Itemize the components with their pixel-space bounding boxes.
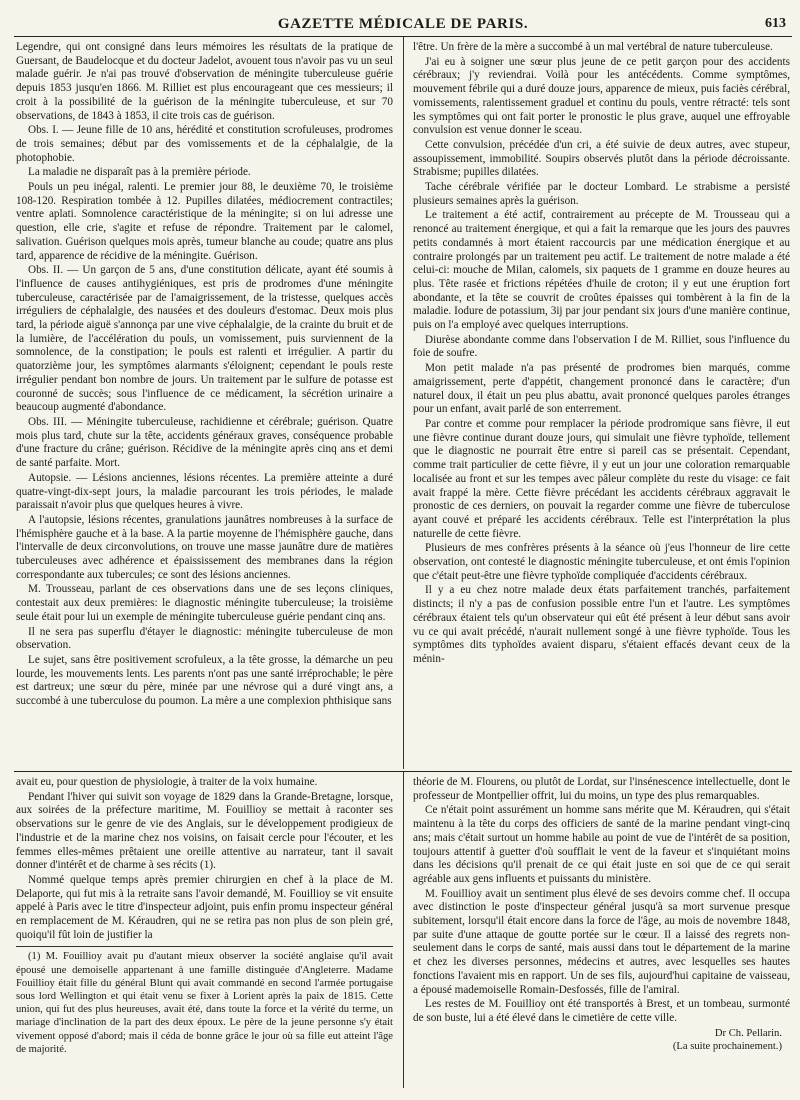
top-left-column xyxy=(14,37,403,769)
top-article-columns xyxy=(14,37,792,769)
paragraph: M. Trousseau, parlant de ces observations dans une de ses leçons cliniques, contestait aux deux premières: le diagnostic méningite tuberculeuse; la troisième seule était pour lui un exemple de méningite tuberculeuse guérie pendant cinq ans. xyxy=(16,583,393,623)
paragraph: Il ne sera pas superflu d'étayer le diagnostic: méningite tuberculeuse de mon observation. xyxy=(16,625,393,652)
paragraph: Pendant l'hiver qui suivit son voyage de 1829 dans la Grande-Bretagne, lorsque, aux soirées de la préfecture maritime, M. Fouillioy se mettait à raconter ses observations sur le genre de vie des Anglais, sur le développement prodigieux de l'industrie et de la marine chez nos voisins, on faisait cercle pour l'écouter, et les femmes elles-mêmes prêtaient une oreille attentive au narrateur, tant il savait donner d'intérêt et de charme à ses récits (1). xyxy=(16,790,393,872)
paragraph: Cette convulsion, précédée d'un cri, a été suivie de deux autres, avec stupeur, assoupissement, immobilité. Soupirs observés plutôt dans la période décroissante. Strabisme; pupilles dilatées. xyxy=(413,138,790,179)
continued-note: (La suite prochainement.) xyxy=(672,1040,782,1052)
footnote: (1) M. Fouillioy avait pu d'autant mieux observer la société anglaise qu'il avait épousé une demoiselle appartenant à une famille distinguée d'Angleterre. Madame Fouillioy était fille du général Blunt qui avait commandé en second l'armée portugaise sous lord Wellington et qui était venu se fixer à Lorient après la paix de 1815. Cette union, qui fut des plus heureuses, avait été, dans toute la force et la vérité du terme, un mariage d'inclination de la part des deux époux. Le père de la jeune personne s'y était vivement opposé d'abord; mais il céda de bonne grâce le jour où sa fille eut atteint l'âge de majorité. xyxy=(16,951,393,1055)
footnote-rule xyxy=(16,946,393,947)
paragraph: Mon petit malade n'a pas présenté de prodromes bien marqués, comme amaigrissement, perte d'appétit, changement prononcé dans le caractère; d'un naturel doux, il était un peu plus abattu, avait prononcé quelques paroles étranges pour un enfant, avait parlé de son enterrement. xyxy=(413,362,790,416)
bottom-article-columns xyxy=(14,772,792,1088)
bottom-right-column xyxy=(403,772,792,1088)
paragraph: Le traitement a été actif, contrairement au précepte de M. Trousseau qui a renoncé au traitement énergique, et qui a fait la remarque que les jours des pauvres petits condamnés à mort étaient raccourcis par une médication énergique et au contraire prolongés par un traitement peu actif. Le traitement de notre malade a été celui-ci: mouche de Milan, calomels, six paquets de 1 gramme en douze heures au plus. Tête rasée et frictions répétées d'huile de croton; il y eut une éruption fort abondante, et la tête se couvrit de croûtes épaisses qui tombèrent à la fin de la maladie. Iodure de potassium, 3ij par jour pendant six jours d'une manière continue, puis on l'a employé avec quelques interruptions. xyxy=(413,209,790,332)
paragraph: Il y a eu chez notre malade deux états parfaitement tranchés, parfaitement distincts; il n'y a pas de confusion possible entre l'un et l'autre. Les symptômes cérébraux étaient tels qu'un observateur qui eût été présent à leur début sans avoir vu ce qui avait précédé, n'aurait nullement songé à une fièvre typhoïde. Tous les symptômes dits typhoïdes avaient disparu, s'étaient effacés devant ceux de la ménin- xyxy=(413,584,790,665)
paragraph: théorie de M. Flourens, ou plutôt de Lordat, sur l'insénescence intellectuelle, dont le professeur de Montpellier offrit, lui du moins, un type des plus remarquables. xyxy=(413,776,790,802)
paragraph: Pouls un peu inégal, ralenti. Le premier jour 88, le deuxième 70, le troisième 108-120. Respiration tombée à 12. Pupilles dilatées, médiocrement contractiles; ventre aplati. Somnolence caractéristique de la méningite; si on lui adresse une question, elle crie, s'agite et refuse de répondre. Traitement par le calomel, salivation. Guérison quelques mois après, tumeur blanche au coude; quatre ans plus tard, apparence de récidive de la méningite. Guérison. xyxy=(16,181,393,262)
paragraph: l'être. Un frère de la mère a succombé à un mal vertébral de nature tuberculeuse. xyxy=(413,41,773,53)
paragraph: Nommé quelque temps après premier chirurgien en chef à la place de M. Delaporte, qui fut mis à la retraite sans l'avoir demandé, M. Fouillioy se vit ensuite appelé à Paris avec le titre d'inspecteur adjoint, puis enfin promu inspecteur général en remplacement de M. Kéraudren, qui ne se retira pas non plus de son plein gré, quoiqu'il fût loin de justifier la xyxy=(16,873,393,941)
page-number: 613 xyxy=(765,16,786,31)
paragraph: Le sujet, sans être positivement scrofuleux, a la tête grosse, la démarche un peu lourde, les mouvements lents. Les parents n'ont pas une santé irréprochable; le père est dartreux; une sœur du père, minée par une névrose qui a duré vingt ans, a succombé à une tuberculose du poumon. La mère a une complexion phthisique sans xyxy=(16,653,393,708)
column-divider xyxy=(403,772,404,1088)
paragraph: J'ai eu à soigner une sœur plus jeune de ce petit garçon pour des accidents cérébraux; j'y reviendrai. Voilà pour les antécédents. Comme symptômes, mouvement fébrile qui a duré douze jours, apparence de mieux, puis faciès cérébral, vomissements, ralentissement graduel et continu du pouls, ventre rétracté: tels sont les symptômes qui ont fait porter le pronostic le plus grave, auquel une effroyable convulsion est venue donner le sceau. xyxy=(413,55,790,137)
paragraph: Plusieurs de mes confrères présents à la séance où j'eus l'honneur de lire cette observation, ont contesté le diagnostic méningite tuberculeuse, et ont émis l'opinion que c'était peut-être une fièvre typhoïde compliquée d'accidents cérébraux. xyxy=(413,542,790,582)
paragraph: La maladie ne disparaît pas à la première période. xyxy=(28,166,251,179)
page-header xyxy=(14,10,792,37)
paragraph: M. Fouillioy avait un sentiment plus élevé de ses devoirs comme chef. Il occupa avec distinction le poste d'inspecteur général jusqu'à sa mort survenue presque subitement, lorsqu'il était encore dans la force de l'âge, au mois de novembre 1848, par suite d'une attaque de goutte portée sur le cœur. Il a laissé des regrets non-seulement dans le corps de santé, mais aussi dans tout le département de la marine et chez les diverses personnes, médecins et autres, avec lesquelles ses hautes fonctions l'avaient mis en rapport. Un de ses fils, aujourd'hui capitaine de vaisseau, a épousé mademoiselle Romain-Desfossés, fille de l'amiral. xyxy=(413,887,790,996)
autopsy-paragraph: Autopsie. — Lésions anciennes, lésions récentes. La première atteinte a duré quatre-vingt-dix-sept jours, la maladie parcourant les trois périodes, le malade paraissait n'avoir plus que quelques heures à vivre. xyxy=(16,471,393,512)
paragraph: Par contre et comme pour remplacer la période prodromique sans fièvre, il eut une fièvre continue durant douze jours, qui simulait une fièvre typhoïde, tellement que le diagnostic ne pourrait être entre si pareil cas se présentait. Cependant, comme trait particulier de cette fièvre, il y eut un jour une coloration remarquable localisée au front et sur les tempes avec pâleur complète du reste du visage: ce fait avait frappé la mère. Cette fièvre précédant les accidents cérébraux aggravait le pronostic de ces derniers, on pouvait la regarder comme une fièvre de tuberculose ayant couvé et préparé les accidents cérébraux. Telle est l'interprétation la plus naturelle de cette fièvre. xyxy=(413,417,790,540)
author-signature: Dr Ch. Pellarin. xyxy=(714,1027,782,1039)
column-divider xyxy=(403,37,404,769)
observation-paragraph: Obs. III. — Méningite tuberculeuse, rachidienne et cérébrale; guérison. Quatre mois plus tard, chute sur la tête, accidents généraux graves, conséquence probable d'une fracture du crâne; guérison. Récidive de la méningite après cinq ans et demi de santé parfaite. Mort. xyxy=(16,415,393,470)
paragraph: Legendre, qui ont consigné dans leurs mémoires les résultats de la pratique de Guersant, de Baudelocque et du docteur Jadelot, avouent tous n'avoir pas vu un seul malade guérir. Je n'ai pas trouvé d'observation de méningite tuberculeuse guérie depuis 1853 jusqu'en 1866. M. Rilliet est plus encourageant que ces messieurs; il croit à la possibilité de la guérison de la méningite tuberculeuse, et sur 70 observations, de 1843 à 1853, il cite trois cas de guérison. xyxy=(16,41,393,122)
observation-paragraph: Obs. II. — Un garçon de 5 ans, d'une constitution délicate, ayant été soumis à l'influence de causes antihygiéniques, est pris de prodromes d'une méningite tuberculeuse, caractérisée par de l'amaigrissement, de la tristesse, quelques accès irréguliers de céphalalgie, des nausées et des douleurs d'estomac. Deux mois plus tard, la période aiguë s'annonça par une vive céphalalgie, de la crainte du bruit et de la lumière, de l'accélération du pouls, un vomissement, puis surviennent de la somnolence, de la constipation; le pouls est ralenti et irrégulier. A partir du quatorzième jour, les symptômes alarmants s'éloignent; cependant le pouls reste irrégulier pendant bon nombre de jours. Un traitement par le sulfure de potasse est couronné de succès; sous l'influence de ce médicament, la sécrétion urinaire a beaucoup augmenté d'abondance. xyxy=(16,264,393,414)
paragraph: Ce n'était point assurément un homme sans mérite que M. Kéraudren, qui s'était maintenu à la tête du corps des officiers de santé de la marine pendant vingt-cinq ans; mais c'était surtout un homme habile au point de vue de l'intérêt de sa position, toujours attentif à guetter d'où soufflait le vent de la faveur et s'inquiétant moins dans les décisions qu'il prenait de ce qui était juste en soi que de ce qui serait agréable aux gens influents et puissants du ministère. xyxy=(413,804,790,885)
paragraph: Diurèse abondante comme dans l'observation I de M. Rilliet, sous l'influence du foie de soufre. xyxy=(413,333,790,360)
bottom-left-column xyxy=(14,772,403,1088)
observation-paragraph: Obs. I. — Jeune fille de 10 ans, hérédité et constitution scrofuleuses, prodromes de trois semaines; début par des vomissements et de la céphalalgie, de la photophobie. xyxy=(16,124,393,164)
paragraph: Les restes de M. Fouillioy ont été transportés à Brest, et un tombeau, surmonté de son buste, lui a été élevé dans le cimetière de cette ville. xyxy=(413,998,790,1024)
journal-title: GAZETTE MÉDICALE DE PARIS. xyxy=(277,16,529,32)
paragraph: A l'autopsie, lésions récentes, granulations jaunâtres nombreuses à la surface de l'hémisphère gauche et à la base. A la partie moyenne de l'hémisphère gauche, dans l'intervalle de deux circonvolutions, on trouve une masse jaunâtre dure de matières tuberculeuses avec adhérence et épaississement des membranes dans la région correspondante aux tubercules; ce sont des lésions anciennes. xyxy=(16,513,393,581)
top-right-column xyxy=(403,37,792,769)
paragraph: Tache cérébrale vérifiée par le docteur Lombard. Le strabisme a persisté plusieurs semaines après la guérison. xyxy=(413,181,790,207)
paragraph: avait eu, pour question de physiologie, à traiter de la voix humaine. xyxy=(16,776,318,788)
